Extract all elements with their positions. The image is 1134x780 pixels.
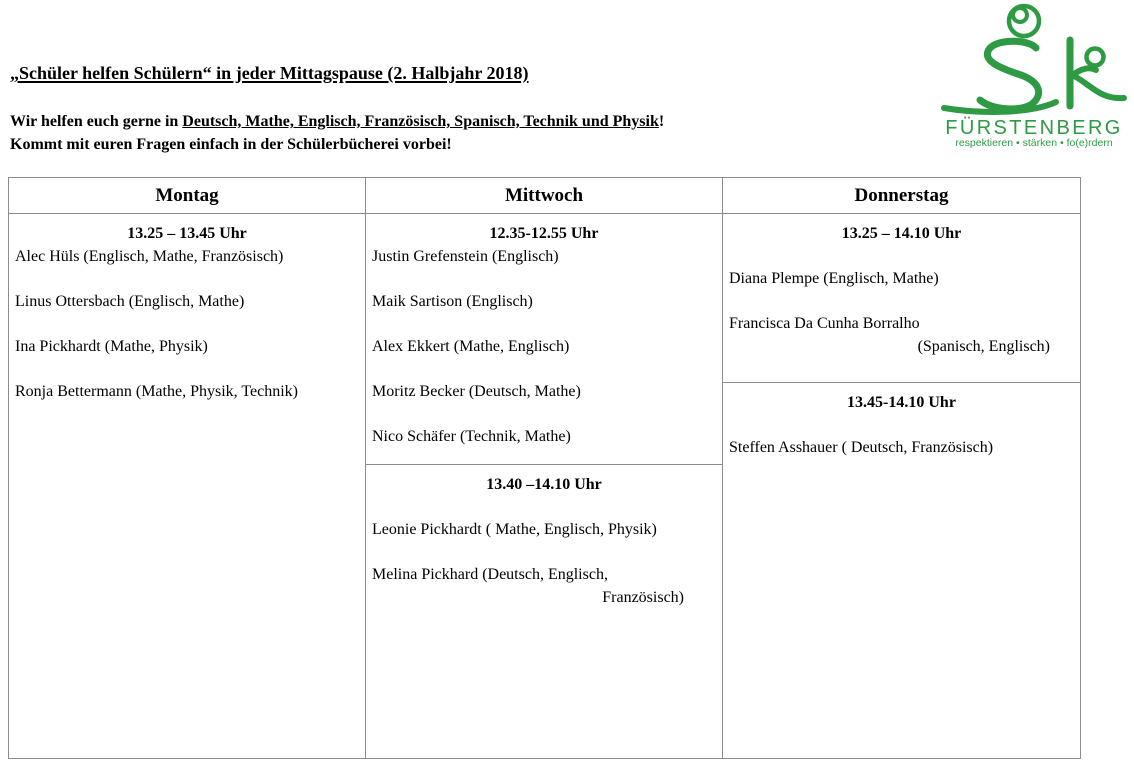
time-block <box>723 214 1080 382</box>
intro-text <box>10 110 664 156</box>
thursday-column <box>723 214 1081 759</box>
tutor-entry: Linus Ottersbach (Englisch, Mathe) <box>15 292 245 310</box>
time-block <box>9 214 365 403</box>
tutor-entry: Diana Plempe (Englisch, Mathe) <box>729 270 939 287</box>
time-block <box>723 383 1080 460</box>
tutor-entry: Alex Ekkert (Mathe, Englisch) <box>372 337 570 355</box>
logo-k-arm <box>1074 68 1096 74</box>
tutor-entry-continuation: Französisch) <box>602 588 684 606</box>
monday-column <box>9 214 366 759</box>
logo-head-small <box>1087 49 1104 66</box>
day-header-wednesday: Mittwoch <box>366 178 723 214</box>
tutor-entry: Francisca Da Cunha Borralho <box>729 315 920 332</box>
time-slot: 13.40 –14.10 Uhr <box>486 476 602 493</box>
tutor-entry: Melina Pickhard (Deutsch, Englisch, <box>372 566 608 583</box>
day-header-thursday: Donnerstag <box>723 178 1081 214</box>
logo-wordmark: FÜRSTENBERG <box>945 117 1123 139</box>
tutor-entry: Leonie Pickhardt ( Mathe, Englisch, Physik) <box>372 521 657 538</box>
intro-subjects: Deutsch, Mathe, Englisch, Französisch, Spanisch, Technik und Physik <box>182 113 659 130</box>
time-block <box>366 465 722 609</box>
time-block <box>366 214 722 464</box>
time-slot: 13.45-14.10 Uhr <box>847 394 956 411</box>
time-slot: 12.35-12.55 Uhr <box>489 225 599 242</box>
tutor-entry: Ina Pickhardt (Mathe, Physik) <box>15 337 208 355</box>
intro-line-1 <box>10 110 664 133</box>
time-slot: 13.25 – 13.45 Uhr <box>127 225 247 242</box>
schedule-table <box>8 177 1081 759</box>
schedule-header-row <box>9 178 1081 214</box>
logo-tagline: respektieren • stärken • fo(e)rdern <box>955 137 1113 149</box>
tutor-entry: Maik Sartison (Englisch) <box>372 292 533 310</box>
logo-head-ring-inner <box>1013 8 1027 22</box>
tutor-entry: Justin Grefenstein (Englisch) <box>372 247 559 265</box>
schedule-body-row <box>9 214 1081 759</box>
tutor-entry: Moritz Becker (Deutsch, Mathe) <box>372 382 581 400</box>
logo-k-leg <box>1074 76 1124 98</box>
logo-s-shape <box>980 41 1039 109</box>
tutor-entry: Ronja Bettermann (Mathe, Physik, Technik) <box>15 382 298 400</box>
intro-prefix: Wir helfen euch gerne in <box>10 113 183 130</box>
day-header-monday: Montag <box>9 178 366 214</box>
tutor-entry: Nico Schäfer (Technik, Mathe) <box>372 427 571 445</box>
intro-line-2: Kommt mit euren Fragen einfach in der Schülerbücherei vorbei! <box>10 136 452 153</box>
tutor-entry: Steffen Asshauer ( Deutsch, Französisch) <box>729 439 994 456</box>
tutor-entry-continuation: (Spanisch, Englisch) <box>917 337 1050 355</box>
intro-suffix: ! <box>658 113 665 130</box>
time-slot: 13.25 – 14.10 Uhr <box>841 225 962 242</box>
wednesday-column <box>366 214 723 759</box>
page-title: „Schüler helfen Schülern“ in jeder Mittagspause (2. Halbjahr 2018) <box>10 63 529 83</box>
tutor-entry: Alec Hüls (Englisch, Mathe, Französisch) <box>15 247 284 265</box>
